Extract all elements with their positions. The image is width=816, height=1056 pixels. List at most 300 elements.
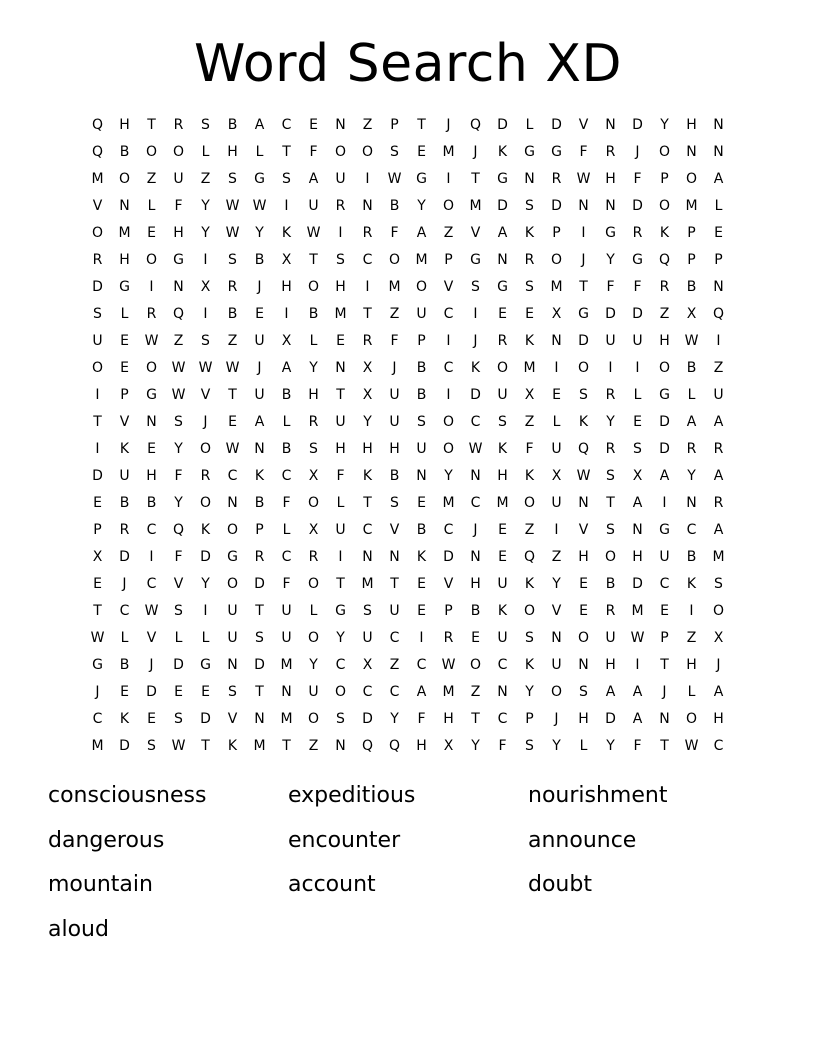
grid-letter: I bbox=[473, 306, 478, 322]
grid-letter: V bbox=[443, 576, 454, 592]
grid-letter: N bbox=[713, 144, 724, 160]
grid-letter: O bbox=[172, 144, 185, 160]
grid-letter: C bbox=[443, 306, 454, 322]
grid-letter: Z bbox=[659, 306, 670, 322]
grid-letter: Y bbox=[444, 468, 453, 484]
grid-letter: P bbox=[660, 630, 669, 646]
grid-letter: S bbox=[633, 441, 642, 457]
grid-letter: A bbox=[686, 414, 697, 430]
grid-letter: N bbox=[173, 279, 184, 295]
grid-letter: D bbox=[173, 657, 184, 673]
grid-letter: O bbox=[577, 630, 590, 646]
grid-letter: B bbox=[146, 495, 157, 511]
grid-letter: I bbox=[284, 198, 289, 214]
grid-letter: C bbox=[497, 657, 508, 673]
grid-row bbox=[84, 733, 732, 760]
grid-letter: D bbox=[578, 333, 589, 349]
grid-letter: U bbox=[497, 630, 508, 646]
grid-letter: O bbox=[334, 684, 347, 700]
grid-letter: D bbox=[92, 468, 103, 484]
grid-letter: H bbox=[686, 657, 697, 673]
grid-letter: V bbox=[551, 603, 562, 619]
grid-letter: H bbox=[119, 252, 130, 268]
grid-letter: H bbox=[227, 144, 238, 160]
grid-letter: K bbox=[497, 144, 508, 160]
grid-letter: T bbox=[336, 576, 345, 592]
grid-letter: Q bbox=[361, 738, 374, 754]
grid-letter: T bbox=[660, 657, 669, 673]
grid-letter: W bbox=[171, 360, 186, 376]
grid-letter: M bbox=[118, 225, 131, 241]
grid-letter: Y bbox=[417, 198, 426, 214]
grid-letter: L bbox=[552, 414, 561, 430]
grid-letter: Y bbox=[309, 360, 318, 376]
grid-letter: B bbox=[416, 387, 427, 403]
grid-letter: L bbox=[255, 144, 264, 160]
grid-letter: O bbox=[91, 360, 104, 376]
grid-letter: P bbox=[93, 522, 102, 538]
grid-letter: J bbox=[257, 360, 262, 376]
grid-letter: R bbox=[605, 387, 616, 403]
grid-letter: R bbox=[92, 252, 103, 268]
grid-letter: E bbox=[228, 414, 237, 430]
grid-letter: Y bbox=[660, 117, 669, 133]
grid-letter: M bbox=[442, 144, 455, 160]
grid-letter: K bbox=[524, 657, 535, 673]
grid-letter: Z bbox=[524, 522, 535, 538]
grid-letter: L bbox=[147, 198, 156, 214]
grid-letter: C bbox=[443, 360, 454, 376]
grid-letter: G bbox=[497, 171, 508, 187]
grid-letter: Y bbox=[174, 495, 183, 511]
grid-letter: Q bbox=[577, 441, 590, 457]
grid-letter: L bbox=[120, 306, 129, 322]
grid-letter: P bbox=[417, 333, 426, 349]
grid-letter: K bbox=[281, 225, 292, 241]
grid-letter: G bbox=[659, 387, 670, 403]
grid-letter: U bbox=[308, 684, 319, 700]
grid-letter: M bbox=[523, 360, 536, 376]
grid-letter: P bbox=[687, 225, 696, 241]
grid-letter: O bbox=[550, 252, 563, 268]
grid-letter: J bbox=[554, 711, 559, 727]
grid-letter: S bbox=[390, 144, 399, 160]
grid-letter: C bbox=[443, 522, 454, 538]
grid-letter: A bbox=[713, 684, 724, 700]
grid-letter: S bbox=[579, 684, 588, 700]
grid-letter: O bbox=[550, 684, 563, 700]
grid-letter: A bbox=[632, 684, 643, 700]
grid-letter: K bbox=[524, 225, 535, 241]
grid-letter: F bbox=[309, 144, 318, 160]
grid-letter: H bbox=[362, 441, 373, 457]
word-list-item: doubt bbox=[528, 872, 592, 897]
grid-letter: D bbox=[254, 657, 265, 673]
grid-letter: V bbox=[227, 711, 238, 727]
grid-letter: C bbox=[659, 576, 670, 592]
grid-letter: E bbox=[417, 576, 426, 592]
grid-letter: D bbox=[200, 549, 211, 565]
grid-letter: I bbox=[662, 495, 667, 511]
grid-letter: S bbox=[525, 738, 534, 754]
grid-letter: E bbox=[498, 522, 507, 538]
grid-letter: K bbox=[497, 603, 508, 619]
grid-letter: P bbox=[714, 252, 723, 268]
grid-letter: H bbox=[470, 576, 481, 592]
grid-letter: W bbox=[90, 630, 105, 646]
grid-letter: R bbox=[497, 333, 508, 349]
grid-letter: E bbox=[633, 414, 642, 430]
grid-letter: V bbox=[389, 522, 400, 538]
grid-letter: I bbox=[365, 171, 370, 187]
grid-letter: H bbox=[308, 387, 319, 403]
grid-letter: Z bbox=[470, 684, 481, 700]
grid-letter: I bbox=[338, 225, 343, 241]
grid-letter: C bbox=[362, 252, 373, 268]
grid-letter: N bbox=[551, 333, 562, 349]
grid-letter: D bbox=[254, 576, 265, 592]
grid-letter: X bbox=[443, 738, 454, 754]
grid-letter: C bbox=[281, 549, 292, 565]
grid-letter: R bbox=[605, 144, 616, 160]
grid-letter: T bbox=[417, 117, 426, 133]
grid-letter: Z bbox=[713, 360, 724, 376]
grid-letter: I bbox=[446, 333, 451, 349]
grid-letter: K bbox=[119, 441, 130, 457]
grid-letter: O bbox=[442, 198, 455, 214]
grid-letter: N bbox=[146, 414, 157, 430]
grid-letter: W bbox=[171, 387, 186, 403]
grid-letter: E bbox=[120, 360, 129, 376]
grid-letter: M bbox=[442, 495, 455, 511]
grid-letter: V bbox=[200, 387, 211, 403]
grid-letter: N bbox=[578, 657, 589, 673]
grid-letter: S bbox=[606, 468, 615, 484]
grid-letter: H bbox=[416, 738, 427, 754]
grid-letter: E bbox=[498, 549, 507, 565]
grid-letter: C bbox=[362, 684, 373, 700]
grid-letter: V bbox=[578, 117, 589, 133]
page-title: Word Search XD bbox=[193, 34, 623, 94]
grid-letter: E bbox=[660, 603, 669, 619]
grid-row bbox=[84, 652, 732, 679]
grid-letter: I bbox=[419, 630, 424, 646]
grid-row bbox=[84, 220, 732, 247]
grid-letter: N bbox=[632, 522, 643, 538]
grid-letter: L bbox=[309, 603, 318, 619]
grid-letter: M bbox=[91, 738, 104, 754]
grid-letter: D bbox=[362, 711, 373, 727]
grid-letter: F bbox=[525, 441, 534, 457]
grid-letter: F bbox=[606, 279, 615, 295]
grid-letter: N bbox=[659, 711, 670, 727]
grid-letter: O bbox=[685, 171, 698, 187]
grid-letter: L bbox=[309, 333, 318, 349]
grid-letter: P bbox=[687, 252, 696, 268]
grid-letter: G bbox=[92, 657, 103, 673]
grid-letter: V bbox=[146, 630, 157, 646]
grid-letter: U bbox=[281, 630, 292, 646]
grid-letter: U bbox=[281, 603, 292, 619]
grid-letter: Y bbox=[201, 576, 210, 592]
grid-letter: K bbox=[578, 414, 589, 430]
grid-letter: H bbox=[605, 171, 616, 187]
grid-letter: G bbox=[470, 252, 481, 268]
grid-letter: W bbox=[225, 360, 240, 376]
grid-letter: S bbox=[525, 198, 534, 214]
grid-letter: S bbox=[336, 252, 345, 268]
grid-letter: M bbox=[253, 738, 266, 754]
grid-letter: R bbox=[200, 468, 211, 484]
grid-row bbox=[84, 409, 732, 436]
grid-row bbox=[84, 274, 732, 301]
grid-letter: M bbox=[685, 198, 698, 214]
grid-letter: D bbox=[119, 549, 130, 565]
grid-letter: N bbox=[389, 549, 400, 565]
grid-letter: I bbox=[635, 360, 640, 376]
grid-letter: S bbox=[228, 684, 237, 700]
grid-letter: G bbox=[254, 171, 265, 187]
grid-letter: S bbox=[255, 630, 264, 646]
grid-letter: C bbox=[227, 468, 238, 484]
grid-letter: W bbox=[306, 225, 321, 241]
grid-letter: O bbox=[658, 144, 671, 160]
grid-letter: O bbox=[145, 144, 158, 160]
grid-letter: N bbox=[362, 549, 373, 565]
grid-letter: M bbox=[712, 549, 725, 565]
grid-letter: U bbox=[335, 171, 346, 187]
grid-letter: Y bbox=[363, 414, 372, 430]
grid-letter: U bbox=[605, 333, 616, 349]
grid-letter: I bbox=[203, 306, 208, 322]
grid-letter: X bbox=[362, 387, 373, 403]
word-list-item: mountain bbox=[48, 872, 153, 897]
grid-letter: S bbox=[309, 441, 318, 457]
grid-letter: W bbox=[225, 441, 240, 457]
grid-letter: K bbox=[362, 468, 373, 484]
grid-letter: U bbox=[713, 387, 724, 403]
grid-letter: L bbox=[579, 738, 588, 754]
grid-letter: T bbox=[282, 738, 291, 754]
grid-letter: U bbox=[173, 171, 184, 187]
grid-letter: S bbox=[228, 252, 237, 268]
grid-letter: U bbox=[659, 549, 670, 565]
word-list-item: announce bbox=[528, 827, 637, 853]
grid-letter: O bbox=[712, 603, 725, 619]
grid-letter: T bbox=[309, 252, 318, 268]
grid-letter: S bbox=[93, 306, 102, 322]
grid-letter: D bbox=[551, 198, 562, 214]
grid-letter: B bbox=[281, 441, 292, 457]
grid-letter: Z bbox=[551, 549, 562, 565]
grid-letter: M bbox=[280, 711, 293, 727]
grid-letter: O bbox=[307, 279, 320, 295]
grid-letter: W bbox=[387, 171, 402, 187]
grid-letter: I bbox=[95, 387, 100, 403]
grid-letter: D bbox=[659, 414, 670, 430]
grid-letter: W bbox=[576, 468, 591, 484]
grid-letter: A bbox=[497, 225, 508, 241]
grid-letter: R bbox=[146, 306, 157, 322]
grid-letter: D bbox=[497, 117, 508, 133]
grid-letter: M bbox=[442, 684, 455, 700]
grid-letter: W bbox=[684, 738, 699, 754]
grid-letter: L bbox=[336, 495, 345, 511]
grid-letter: X bbox=[713, 630, 724, 646]
grid-letter: A bbox=[416, 225, 427, 241]
grid-letter: F bbox=[174, 549, 183, 565]
grid-letter: R bbox=[524, 252, 535, 268]
grid-letter: G bbox=[227, 549, 238, 565]
grid-letter: E bbox=[471, 630, 480, 646]
grid-letter: I bbox=[203, 603, 208, 619]
grid-letter: U bbox=[551, 495, 562, 511]
grid-row bbox=[84, 490, 732, 517]
grid-letter: S bbox=[282, 171, 291, 187]
grid-letter: I bbox=[635, 657, 640, 673]
grid-letter: D bbox=[200, 711, 211, 727]
grid-letter: B bbox=[119, 144, 130, 160]
grid-letter: Z bbox=[686, 630, 697, 646]
grid-letter: C bbox=[281, 117, 292, 133]
grid-letter: R bbox=[362, 333, 373, 349]
grid-letter: T bbox=[147, 117, 156, 133]
grid-letter: M bbox=[496, 495, 509, 511]
grid-letter: N bbox=[227, 657, 238, 673]
grid-letter: Y bbox=[471, 738, 480, 754]
grid-letter: N bbox=[470, 549, 481, 565]
grid-letter: J bbox=[392, 360, 397, 376]
grid-letter: O bbox=[307, 576, 320, 592]
grid-letter: L bbox=[282, 414, 291, 430]
grid-letter: Y bbox=[687, 468, 696, 484]
grid-letter: U bbox=[497, 576, 508, 592]
grid-letter: O bbox=[442, 441, 455, 457]
grid-letter: Y bbox=[552, 576, 561, 592]
grid-letter: Z bbox=[389, 657, 400, 673]
grid-letter: D bbox=[605, 711, 616, 727]
grid-letter: T bbox=[363, 495, 372, 511]
grid-letter: L bbox=[525, 117, 534, 133]
grid-letter: F bbox=[390, 333, 399, 349]
grid-letter: W bbox=[684, 333, 699, 349]
grid-letter: Y bbox=[174, 441, 183, 457]
grid-letter: L bbox=[687, 684, 696, 700]
grid-letter: A bbox=[605, 684, 616, 700]
grid-letter: C bbox=[470, 414, 481, 430]
grid-letter: F bbox=[174, 198, 183, 214]
grid-row bbox=[84, 166, 732, 193]
grid-letter: X bbox=[362, 657, 373, 673]
grid-letter: W bbox=[252, 198, 267, 214]
grid-letter: M bbox=[631, 603, 644, 619]
grid-letter: T bbox=[93, 603, 102, 619]
grid-letter: E bbox=[174, 684, 183, 700]
grid-letter: R bbox=[227, 279, 238, 295]
grid-letter: O bbox=[523, 495, 536, 511]
grid-letter: L bbox=[201, 630, 210, 646]
grid-letter: K bbox=[227, 738, 238, 754]
grid-letter: J bbox=[95, 684, 100, 700]
word-list-item: nourishment bbox=[528, 783, 668, 808]
grid-letter: K bbox=[200, 522, 211, 538]
grid-letter: Q bbox=[388, 738, 401, 754]
grid-letter: L bbox=[714, 198, 723, 214]
grid-letter: H bbox=[335, 441, 346, 457]
grid-letter: F bbox=[336, 468, 345, 484]
grid-letter: X bbox=[308, 468, 319, 484]
grid-letter: N bbox=[362, 198, 373, 214]
grid-row bbox=[84, 598, 732, 625]
grid-letter: L bbox=[633, 387, 642, 403]
grid-letter: Q bbox=[712, 306, 725, 322]
grid-letter: P bbox=[390, 117, 399, 133]
grid-letter: N bbox=[254, 711, 265, 727]
grid-letter: I bbox=[446, 171, 451, 187]
grid-letter: B bbox=[281, 387, 292, 403]
grid-letter: W bbox=[198, 360, 213, 376]
grid-letter: Y bbox=[309, 657, 318, 673]
grid-letter: E bbox=[525, 306, 534, 322]
word-list-item: consciousness bbox=[48, 783, 207, 808]
grid-letter: R bbox=[173, 117, 184, 133]
grid-letter: A bbox=[308, 171, 319, 187]
grid-letter: U bbox=[389, 414, 400, 430]
grid-row bbox=[84, 328, 732, 355]
grid-letter: F bbox=[174, 468, 183, 484]
grid-row bbox=[84, 112, 732, 139]
grid-letter: H bbox=[497, 468, 508, 484]
grid-letter: A bbox=[254, 414, 265, 430]
grid-letter: Z bbox=[146, 171, 157, 187]
grid-letter: O bbox=[577, 360, 590, 376]
grid-letter: I bbox=[95, 441, 100, 457]
grid-letter: H bbox=[281, 279, 292, 295]
grid-letter: T bbox=[579, 279, 588, 295]
grid-letter: W bbox=[225, 198, 240, 214]
grid-letter: E bbox=[498, 306, 507, 322]
grid-letter: W bbox=[630, 630, 645, 646]
grid-letter: K bbox=[524, 468, 535, 484]
grid-letter: I bbox=[608, 360, 613, 376]
grid-letter: D bbox=[119, 738, 130, 754]
grid-letter: E bbox=[120, 333, 129, 349]
grid-letter: V bbox=[470, 225, 481, 241]
grid-letter: G bbox=[632, 252, 643, 268]
grid-letter: D bbox=[632, 576, 643, 592]
word-list bbox=[48, 778, 768, 956]
grid-letter: Y bbox=[201, 225, 210, 241]
grid-letter: S bbox=[498, 414, 507, 430]
grid-letter: U bbox=[551, 657, 562, 673]
grid-letter: X bbox=[92, 549, 103, 565]
grid-letter: W bbox=[171, 738, 186, 754]
grid-letter: B bbox=[389, 198, 400, 214]
grid-letter: J bbox=[203, 414, 208, 430]
grid-letter: A bbox=[713, 468, 724, 484]
grid-letter: P bbox=[444, 603, 453, 619]
grid-letter: H bbox=[146, 468, 157, 484]
grid-letter: F bbox=[282, 495, 291, 511]
grid-letter: D bbox=[632, 198, 643, 214]
grid-letter: H bbox=[578, 549, 589, 565]
grid-letter: J bbox=[473, 144, 478, 160]
grid-letter: F bbox=[417, 711, 426, 727]
grid-letter: E bbox=[201, 684, 210, 700]
grid-letter: N bbox=[686, 144, 697, 160]
grid-letter: N bbox=[686, 495, 697, 511]
grid-letter: B bbox=[686, 279, 697, 295]
